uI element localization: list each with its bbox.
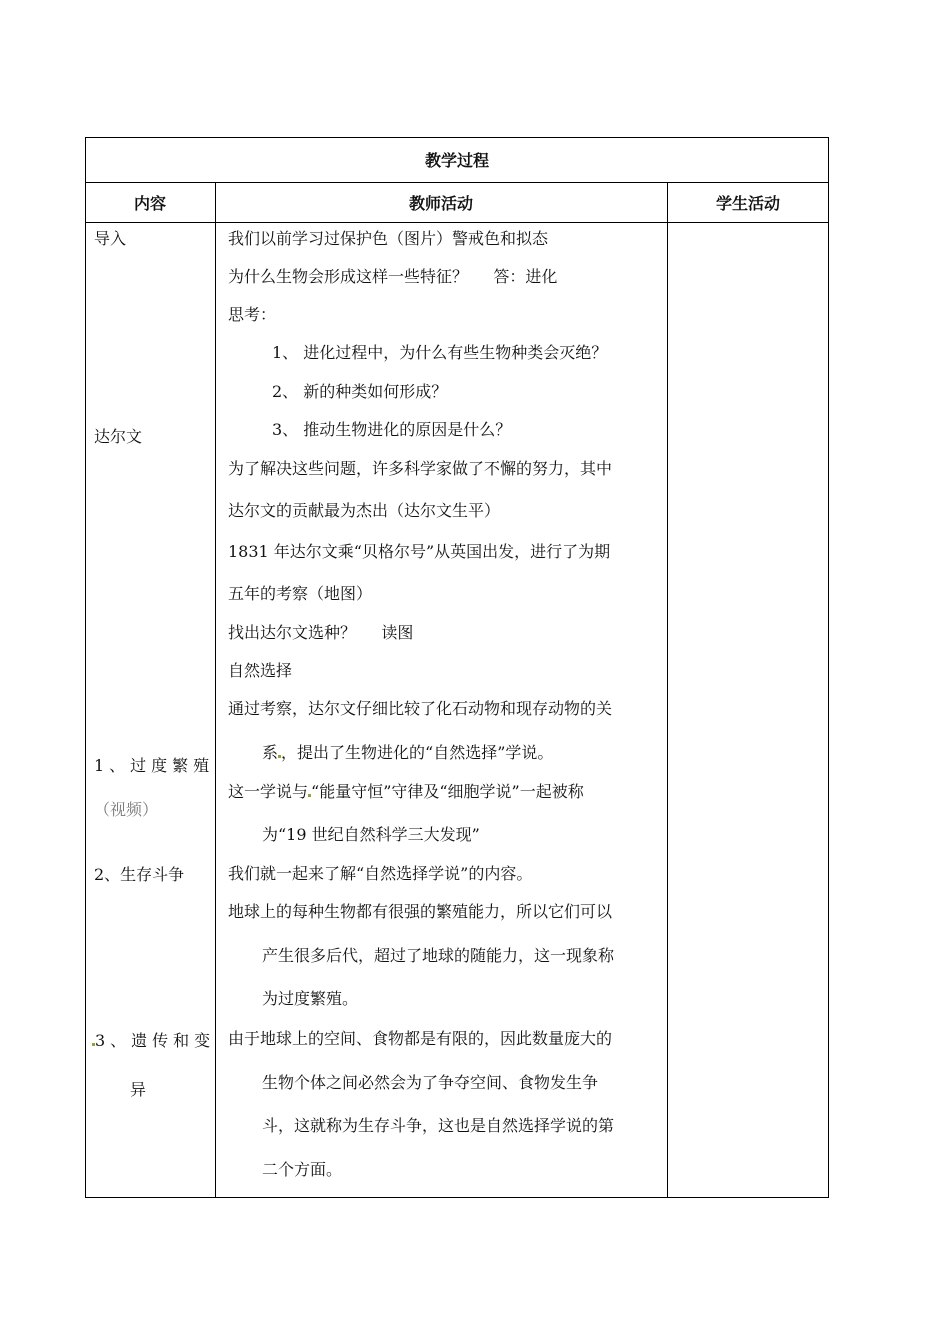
teacher-line: 为“19 世纪自然科学三大发现” [262,825,480,844]
content-heredity [92,1031,215,1051]
table-title: 教学过程 [424,151,489,170]
teacher-question: 1、 进化过程中，为什么有些生物种类会灭绝？ [272,343,608,362]
teacher-line [262,743,553,763]
teacher-question: 2、 新的种类如何形成？ [272,382,448,401]
teacher-line: 由于地球上的空间、食物都是有限的，因此数量庞大的 [228,1029,613,1048]
content-struggle: 2、生存斗争 [94,865,185,884]
teacher-line: 1831 年达尔文乘“贝格尔号”从英国出发，进行了为期 [228,542,611,561]
teacher-line: 思考： [228,305,277,324]
teacher-line: 地球上的每种生物都有很强的繁殖能力，所以它们可以 [228,902,613,921]
title-row-divider [85,182,829,183]
teacher-line: 达尔文的贡献最为杰出（达尔文生平） [228,501,501,520]
column-divider-2 [667,182,668,1198]
teacher-line: 斗，这就称为生存斗争，这也是自然选择学说的第 [262,1116,615,1135]
teacher-text-segment: 这一学说与 [228,782,309,801]
content-video-note: （视频） [94,800,159,819]
teacher-line: 五年的考察（地图） [228,584,373,603]
header-student-activity: 学生活动 [715,194,780,213]
teacher-line [228,782,584,802]
teacher-line: 找出达尔文选种？ 读图 [228,623,414,642]
teacher-text-segment: ，提出了生物进化的“自然选择”学说。 [281,743,554,762]
teacher-line: 二个方面。 [262,1160,343,1179]
teacher-line: 生物个体之间必然会为了争夺空间、食物发生争 [262,1073,599,1092]
teacher-text-segment: “能量守恒”守律及“细胞学说”一起被称 [311,782,584,801]
teacher-line: 我们就一起来了解“自然选择学说”的内容。 [228,864,533,883]
content-heredity-label: 3、遗传和变 [95,1031,216,1050]
teacher-line: 为过度繁殖。 [262,989,359,1008]
content-overbreeding: 1、过度繁殖 [94,756,215,775]
header-teacher-activity: 教师活动 [408,194,473,213]
header-content: 内容 [133,194,166,213]
teacher-line: 我们以前学习过保护色（图片）警戒色和拟态 [228,229,549,248]
content-darwin: 达尔文 [94,427,143,446]
teacher-line: 为什么生物会形成这样一些特征？ 答：进化 [228,267,558,286]
teacher-text-segment: 系 [262,743,279,762]
content-heredity-cont: 异 [130,1080,147,1099]
content-intro: 导入 [94,229,127,248]
teacher-question: 3、 推动生物进化的原因是什么？ [272,420,512,439]
teacher-line: 通过考察，达尔文仔细比较了化石动物和现存动物的关 [228,699,613,718]
teacher-line: 为了解决这些问题，许多科学家做了不懈的努力，其中 [228,459,613,478]
teacher-line: 产生很多后代，超过了地球的随能力，这一现象称 [262,946,615,965]
teacher-line: 自然选择 [228,661,293,680]
header-row-divider [85,222,829,223]
